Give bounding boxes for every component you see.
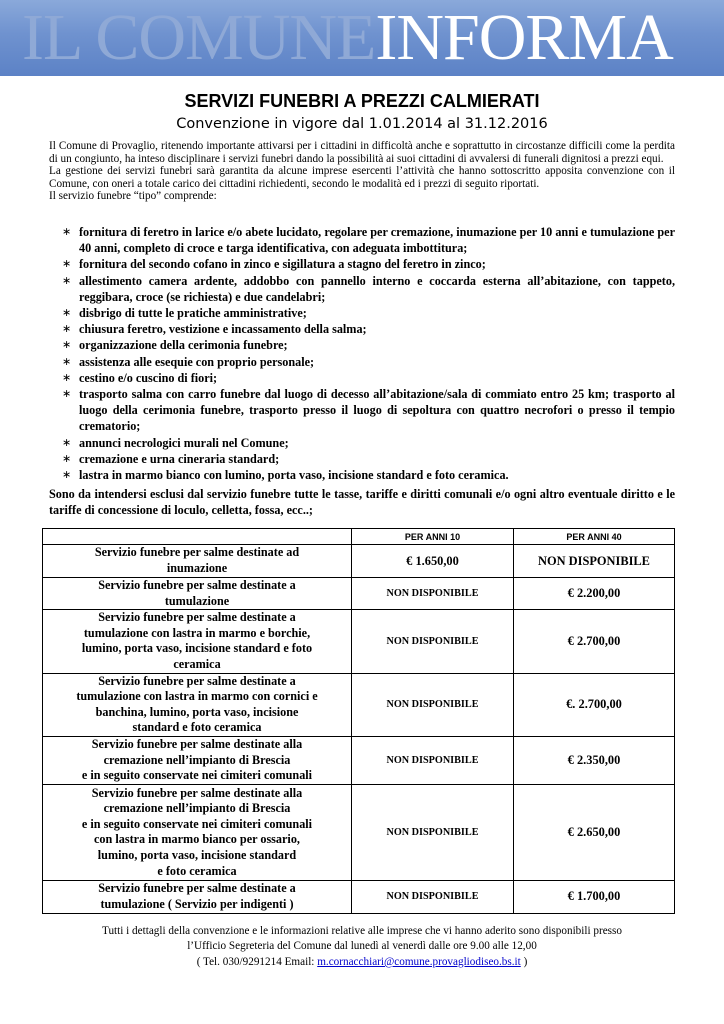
column-header-description bbox=[43, 529, 352, 545]
footer-line-1: Tutti i dettagli della convenzione e le informazioni relative alle imprese che vi hanno aderito sono disponibili presso bbox=[102, 925, 622, 937]
list-item bbox=[49, 354, 675, 370]
description-line: e foto ceramica bbox=[157, 863, 237, 878]
price-10-years: NON DISPONIBILE bbox=[352, 784, 514, 880]
price-40-years: € 2.700,00 bbox=[514, 610, 675, 673]
column-header-10-years: PER ANNI 10 bbox=[352, 529, 514, 545]
list-item bbox=[49, 451, 675, 467]
intro-paragraph: La gestione dei servizi funebri sarà garantita da alcune imprese esercenti l’attività che hanno sottoscritto apposita convenzione con il Comune, con oneri a totale carico dei cittadini richiedenti, secondo le modalità ed i prezzi di seguito riportati. bbox=[49, 165, 675, 190]
list-item-text: chiusura feretro, vestizione e incassamento della salma; bbox=[79, 322, 367, 337]
bullet-icon: ∗ bbox=[62, 258, 72, 271]
bullet-icon: ∗ bbox=[62, 436, 72, 449]
masthead-banner bbox=[0, 0, 724, 76]
description-line: con lastra in marmo bianco per ossario, bbox=[94, 832, 300, 847]
list-item-text: trasporto salma con carro funebre dal luogo di decesso all’abitazione/sala di commiato entro 25 km; trasporto al luogo della cerimonia funebre, trasporto presso il luogo di sepoltura con quattro necrofori o presso il tempio crematorio; bbox=[79, 387, 675, 434]
price-table bbox=[42, 528, 675, 914]
description-line: Servizio funebre per salme destinate a bbox=[98, 673, 296, 688]
description-line: Servizio funebre per salme destinate a bbox=[98, 881, 296, 896]
description-line: tumulazione con lastra in marmo con cornici e bbox=[76, 689, 318, 704]
description-line: cremazione nell’impianto di Brescia bbox=[103, 752, 291, 767]
list-item-text: fornitura di feretro in larice e/o abete lucidato, regolare per cremazione, inumazione per 10 anni e tumulazione per 40 anni, completo di croce e targa identificativa, con adeguata imbottitura; bbox=[79, 225, 675, 256]
bullet-icon: ∗ bbox=[62, 452, 72, 465]
description-line: Servizio funebre per salme destinate a bbox=[98, 578, 296, 592]
list-item bbox=[49, 337, 675, 353]
footer-contact-line bbox=[0, 955, 724, 970]
masthead-part-1: IL COMUNE bbox=[22, 1, 376, 74]
description-line: Servizio funebre per salme destinate alla bbox=[91, 737, 303, 752]
price-10-years: NON DISPONIBILE bbox=[352, 673, 514, 736]
table-header-row bbox=[43, 529, 675, 545]
list-item-text: cremazione e urna cineraria standard; bbox=[79, 451, 280, 466]
table-row bbox=[43, 578, 675, 610]
bullet-icon: ∗ bbox=[62, 469, 72, 482]
list-item-text: cestino e/o cuscino di fiori; bbox=[79, 370, 218, 385]
description-line: standard e foto ceramica bbox=[132, 720, 262, 735]
description-line: Servizio funebre per salme destinate alla bbox=[91, 785, 303, 800]
intro-paragraph: Il Comune di Provaglio, ritenendo importante attivarsi per i cittadini in difficoltà anche e soprattutto in circostanze difficili come la perdita di un congiunto, ha inteso disciplinare i servizi funebri dando la possibilità ai suoi cittadini di avvalersi di funerali dignitosi a prezzi equi. bbox=[49, 140, 675, 165]
service-description bbox=[43, 736, 352, 784]
table-row bbox=[43, 784, 675, 880]
list-item bbox=[49, 224, 675, 256]
service-description bbox=[43, 673, 352, 736]
price-40-years: € 1.700,00 bbox=[514, 880, 675, 913]
price-10-years: NON DISPONIBILE bbox=[352, 736, 514, 784]
footer-phone: ( Tel. 030/9291214 Email: bbox=[196, 955, 318, 968]
list-item bbox=[49, 386, 675, 435]
table-row bbox=[43, 545, 675, 578]
price-40-years: € 2.200,00 bbox=[514, 578, 675, 610]
description-line: tumulazione bbox=[164, 593, 230, 608]
bullet-icon: ∗ bbox=[62, 323, 72, 336]
email-link[interactable]: m.cornacchiari@comune.provagliodiseo.bs.it bbox=[317, 955, 521, 968]
intro-paragraph: Il servizio funebre “tipo” comprende: bbox=[49, 190, 217, 203]
bullet-icon: ∗ bbox=[62, 339, 72, 352]
list-item bbox=[49, 467, 675, 483]
price-40-years: NON DISPONIBILE bbox=[514, 545, 675, 578]
description-line: Servizio funebre per salme destinate a bbox=[98, 610, 296, 625]
price-10-years: NON DISPONIBILE bbox=[352, 578, 514, 610]
list-item bbox=[49, 321, 675, 337]
table-row bbox=[43, 673, 675, 736]
exclusions-note: Sono da intendersi esclusi dal servizio funebre tutte le tasse, tariffe e diritti comunali e/o ogni altro eventuale diritto e le tariffe di concessione di loculo, celletta, fossa, ecc..; bbox=[49, 487, 675, 518]
price-10-years: NON DISPONIBILE bbox=[352, 610, 514, 673]
description-line: inumazione bbox=[166, 561, 228, 575]
service-description bbox=[43, 545, 352, 578]
list-item-text: disbrigo di tutte le pratiche amministrative; bbox=[79, 306, 307, 321]
list-item bbox=[49, 370, 675, 386]
description-line: tumulazione con lastra in marmo e borchie, bbox=[83, 625, 311, 640]
price-40-years: € 2.650,00 bbox=[514, 784, 675, 880]
list-item-text: assistenza alle esequie con proprio personale; bbox=[79, 354, 315, 369]
table-row bbox=[43, 736, 675, 784]
price-40-years: € 2.350,00 bbox=[514, 736, 675, 784]
bullet-icon: ∗ bbox=[62, 307, 72, 320]
table-row bbox=[43, 880, 675, 913]
masthead-part-2: INFORMA bbox=[375, 1, 673, 74]
service-items-list bbox=[49, 224, 675, 483]
service-description bbox=[43, 880, 352, 913]
list-item bbox=[49, 273, 675, 305]
price-10-years: NON DISPONIBILE bbox=[352, 880, 514, 913]
list-item bbox=[49, 305, 675, 321]
price-10-years: € 1.650,00 bbox=[352, 545, 514, 578]
list-item-text: lastra in marmo bianco con lumino, porta vaso, incisione standard e foto ceramica. bbox=[79, 468, 509, 483]
description-line: e in seguito conservate nei cimiteri comunali bbox=[81, 768, 313, 783]
description-line: lumino, porta vaso, incisione standard e foto bbox=[81, 641, 313, 656]
description-line: e in seguito conservate nei cimiteri comunali bbox=[81, 816, 313, 831]
description-line: lumino, porta vaso, incisione standard bbox=[97, 848, 297, 863]
column-header-40-years: PER ANNI 40 bbox=[514, 529, 675, 545]
list-item bbox=[49, 256, 675, 272]
bullet-icon: ∗ bbox=[62, 388, 72, 401]
masthead-title bbox=[22, 2, 673, 74]
description-line: banchina, lumino, porta vaso, incisione bbox=[95, 704, 299, 719]
description-line: tumulazione ( Servizio per indigenti ) bbox=[100, 896, 294, 911]
intro-text bbox=[49, 140, 675, 203]
price-40-years: €. 2.700,00 bbox=[514, 673, 675, 736]
footer-line-end: ) bbox=[520, 955, 528, 968]
list-item-text: fornitura del secondo cofano in zinco e sigillatura a stagno del feretro in zinco; bbox=[79, 257, 486, 272]
bullet-icon: ∗ bbox=[62, 274, 72, 287]
table-row bbox=[43, 610, 675, 673]
service-description bbox=[43, 610, 352, 673]
bullet-icon: ∗ bbox=[62, 371, 72, 384]
description-line: ceramica bbox=[173, 656, 221, 671]
bullet-icon: ∗ bbox=[62, 355, 72, 368]
service-description bbox=[43, 578, 352, 610]
list-item-text: organizzazione della cerimonia funebre; bbox=[79, 338, 288, 353]
list-item-text: allestimento camera ardente, addobbo con pannello interno e coccarda esterna all’abitazione, con tappeto, reggibara, croce (se richiesta) e due candelabri; bbox=[79, 273, 675, 304]
page-title: SERVIZI FUNEBRI A PREZZI CALMIERATI bbox=[184, 91, 540, 111]
page-subtitle: Convenzione in vigore dal 1.01.2014 al 31.12.2016 bbox=[176, 116, 548, 132]
list-item bbox=[49, 435, 675, 451]
footer-line-2: l’Ufficio Segreteria del Comune dal lunedì al venerdì dalle ore 9.00 alle 12,00 bbox=[187, 940, 537, 953]
bullet-icon: ∗ bbox=[62, 226, 72, 238]
list-item-text: annunci necrologici murali nel Comune; bbox=[79, 435, 289, 450]
description-line: Servizio funebre per salme destinate ad bbox=[94, 545, 300, 560]
service-description bbox=[43, 784, 352, 880]
footer-info bbox=[0, 924, 724, 970]
description-line: cremazione nell’impianto di Brescia bbox=[103, 801, 291, 816]
